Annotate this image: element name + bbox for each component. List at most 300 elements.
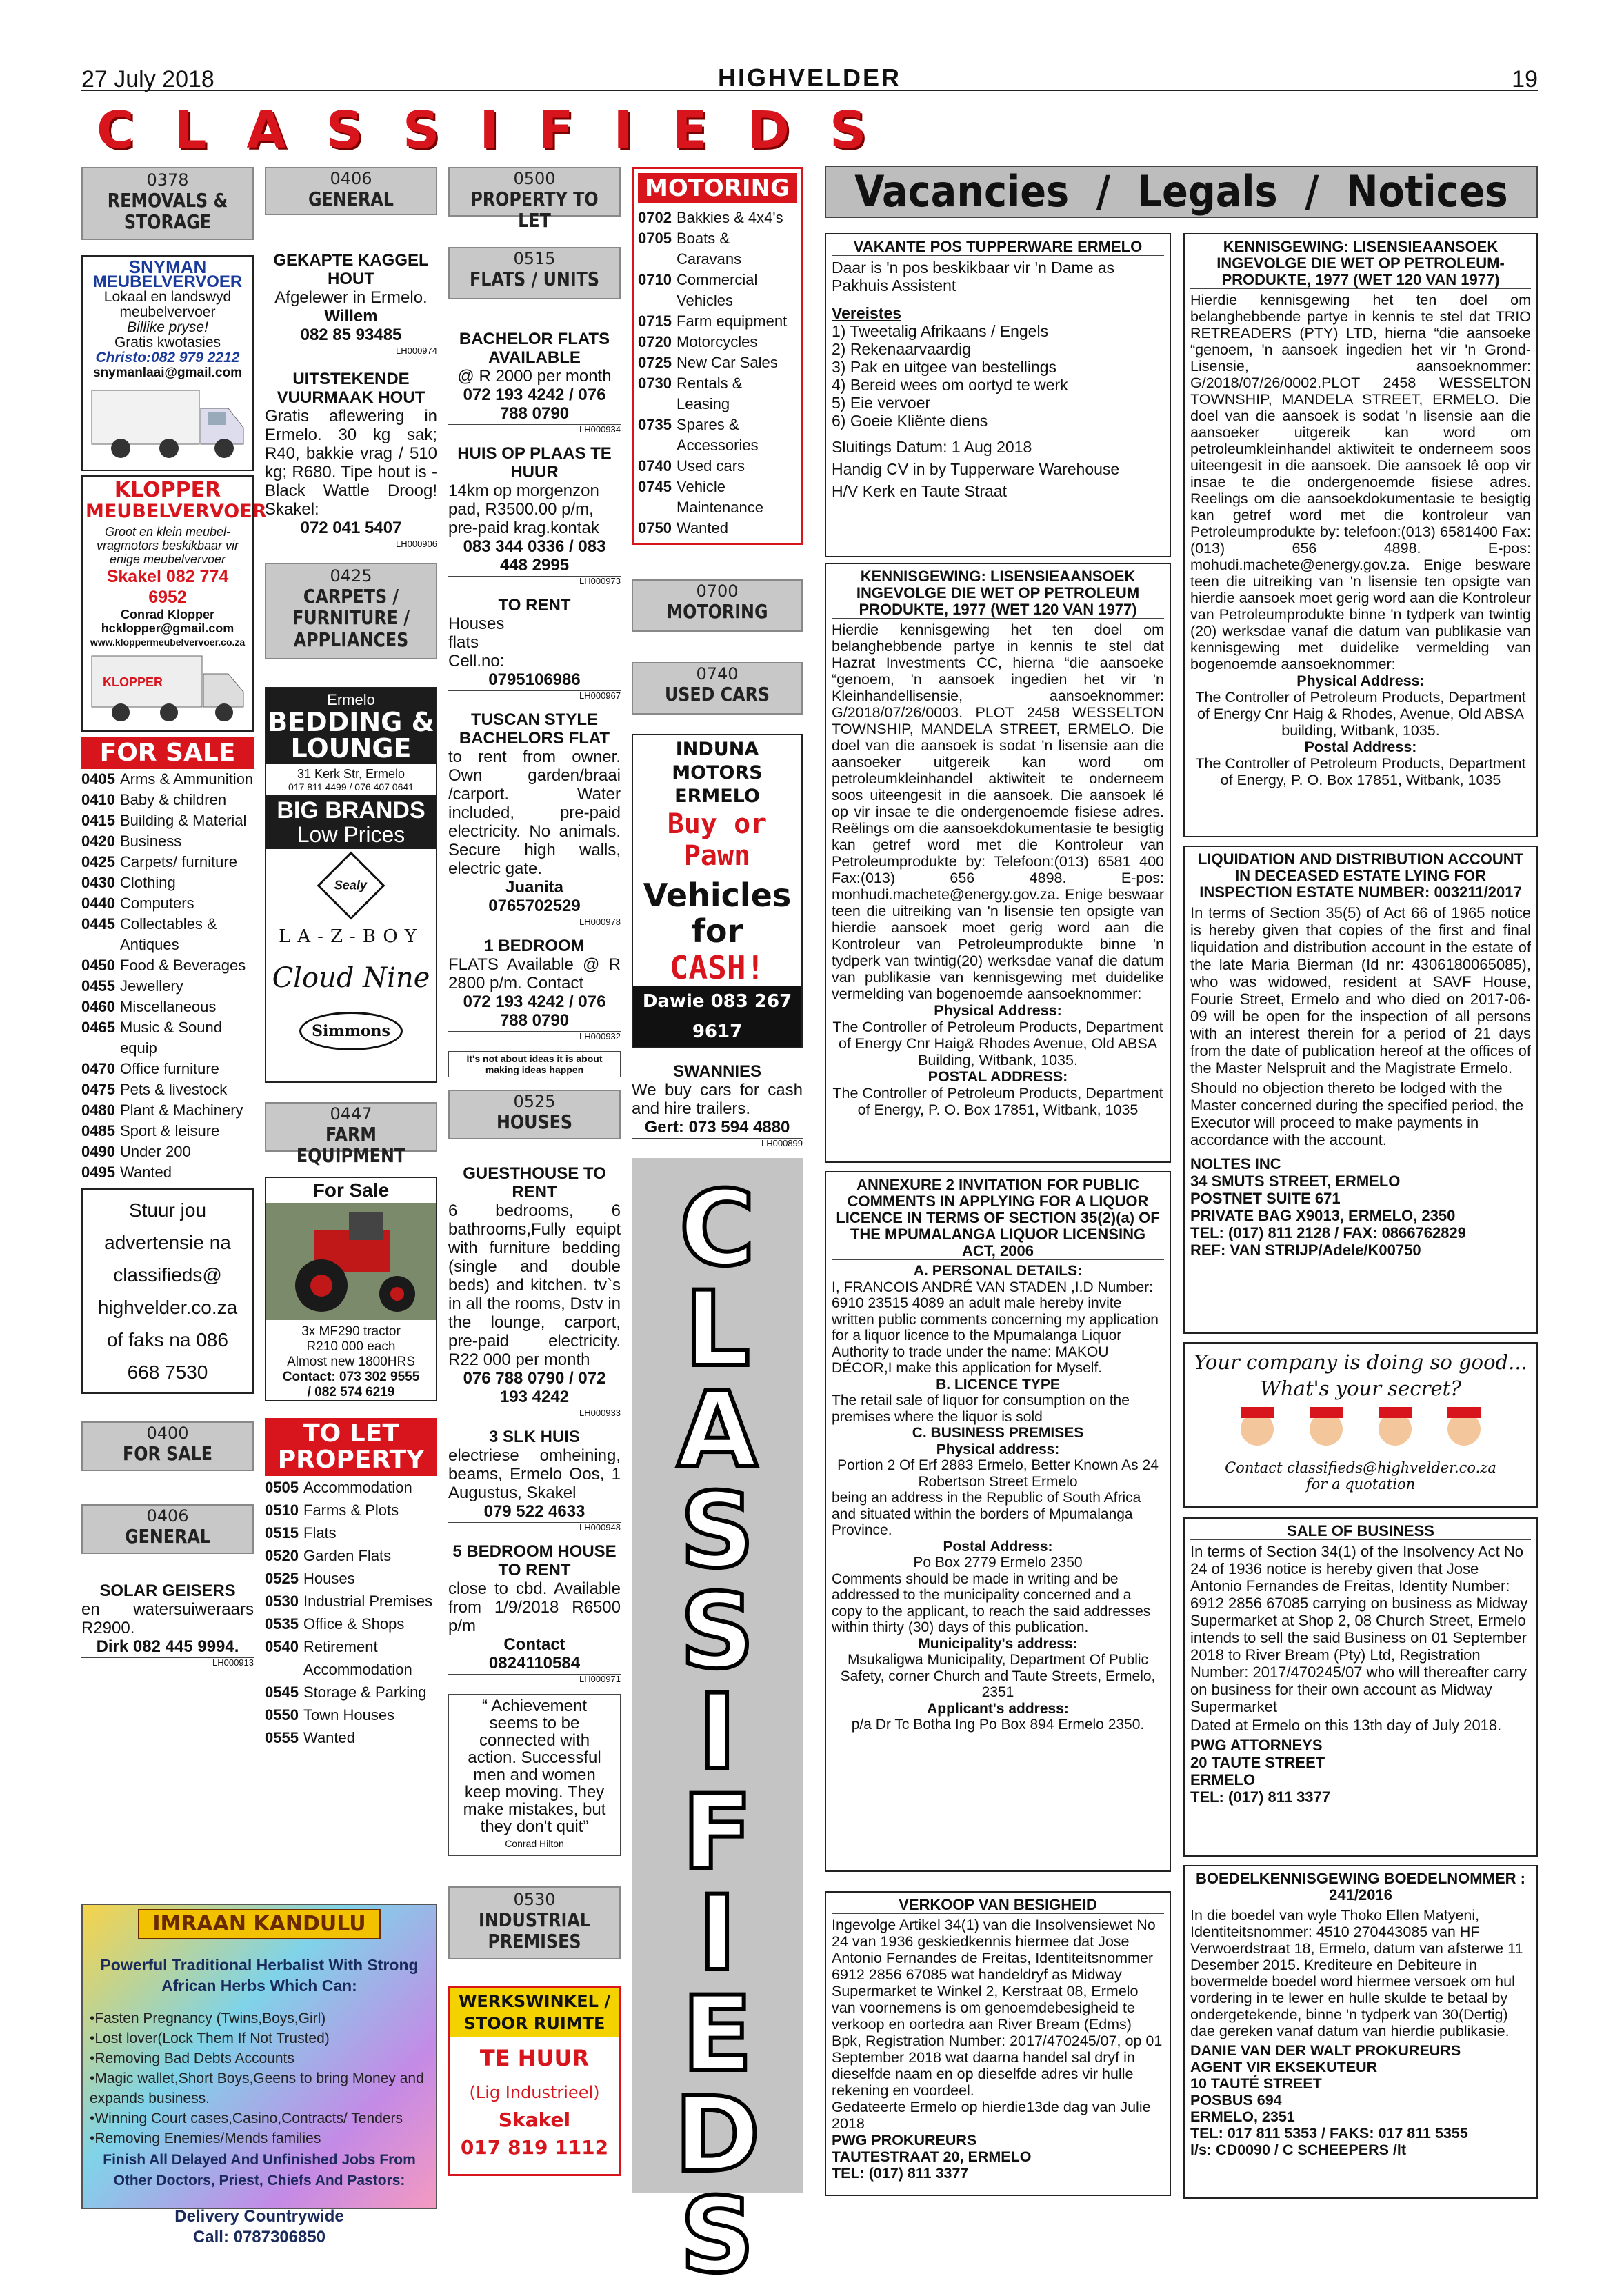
text-line: 3) Pak en uitgee van bestellings: [832, 358, 1057, 376]
category-code: 0475: [81, 1081, 115, 1098]
bachelor-flats-ad: [448, 330, 621, 435]
ad-ref: LH000934: [448, 424, 621, 435]
notice-subheading: Vereistes: [832, 304, 902, 322]
notice-subheading: Postal Address:: [1304, 739, 1417, 755]
category-label: Commercial Vehicles: [677, 271, 758, 309]
ad-line: Skakel: [498, 2108, 571, 2131]
category-label: Collectables & Antiques: [120, 915, 217, 953]
category-code: 0710: [638, 271, 672, 288]
category-label: Town Houses: [303, 1706, 395, 1724]
truck-icon: [86, 649, 249, 725]
category-item: [265, 1635, 437, 1681]
for-sale-categories: [81, 769, 254, 1183]
ad-town: Ermelo: [327, 691, 375, 708]
banner-letter: C: [97, 101, 136, 160]
section-number: 0500: [513, 169, 556, 188]
category-item: [638, 332, 797, 352]
category-label: Clothing: [120, 874, 176, 891]
notice-body: Hierdie kennisgewing het ten doel om belanghebbende partye in kennis te stel dat TRIO RETREADERS (PTY) LTD, hierna “die aansoeke “genoem, 'n aansoek ingedien het vir 'n Grond-Lisensie, aansoeknommer: G/2018/07/26/0002.PLOT 2458 WESSELTON TOWNSHIP, MANDELA STREET, ERMELO. Die doel van die aansoek is sodat 'n lisensie aan die aansoeker uitgereik kan word om petroleumkleinhandel aktiwiteit te onderneem soos uiteengesit in die aansoek. Die aansoek lê oop vir insae te die ondergenoemde fisiese adres. Reelings om die aansoekdokumentasie te besigtig kan getref word met die kontroleur van Petroleumprodukte by: telefoon:(013) 6581400 Fax: (013) 656 4898. E-pos: mohudi.machete@energy.gov.za. Enige besware teen die uitreiking van 'n lisensie ten opsigte van hierdie aansoek moet gerig word aan die Kontroleur van Petroleumprodukte binne 'n tydperk van twintig (20) werksdae vanaf die datum van publikasie van kennisgewing met duidelike vermelding van bogenoemde aansoeknommer:: [1190, 292, 1531, 672]
category-label: Boats & Caravans: [677, 230, 742, 268]
section-0500: [448, 167, 621, 232]
notice-subheading: B. LICENCE TYPE: [936, 1376, 1060, 1392]
ad-title: HUIS OP PLAAS TE HUUR: [457, 444, 612, 481]
ad-subtitle: MEUBELVERVOER: [92, 272, 243, 291]
category-label: Office furniture: [120, 1060, 219, 1077]
category-code: 0470: [81, 1060, 115, 1077]
category-item: [265, 1681, 437, 1704]
category-code: 0745: [638, 478, 672, 495]
ad-body: electriese omheining, beams, Ermelo Oos, 1 Augustus, Skakel: [448, 1446, 621, 1502]
category-item: [265, 1590, 437, 1613]
vertical-letter: C: [679, 1169, 756, 1289]
sealy-logo: Sealy: [317, 852, 385, 920]
kaggel-ad: [265, 251, 437, 356]
notice-address: The Controller of Petroleum Products, Department of Energy, P. O. Box 17851, Witbank, 1035: [1195, 755, 1526, 788]
motoring-box: [632, 167, 803, 545]
ad-title: KLOPPER: [114, 478, 221, 502]
swannies-ad: [632, 1062, 803, 1148]
category-label: Computers: [120, 895, 194, 912]
ad-line: R210 000 each: [306, 1339, 396, 1354]
category-item: [638, 373, 797, 415]
section-label: REMOVALS & STORAGE: [107, 188, 228, 234]
company-promo: [1183, 1342, 1538, 1508]
ad-title: GUESTHOUSE TO RENT: [463, 1164, 606, 1201]
lazboy-logo: LA-Z-BOY: [279, 926, 423, 947]
ad-title: INDUNA MOTORS ERMELO: [672, 739, 763, 807]
ad-line: (Lig Industrieel): [469, 2083, 600, 2102]
notice-subheading: Postal Address:: [943, 1538, 1053, 1555]
simmons-logo: Simmons: [299, 1012, 403, 1050]
category-label: Rentals & Leasing: [677, 375, 743, 412]
category-code: 0735: [638, 416, 672, 433]
ad-line: Almost new 1800HRS: [287, 1355, 415, 1369]
ad-line: Contact: [503, 1635, 565, 1654]
banner-letter: I: [479, 101, 500, 160]
category-code: 0555: [265, 1729, 299, 1746]
category-item: [81, 914, 254, 955]
notice-date: Gedateerte Ermelo op hierdie13de dag van Julie 2018: [832, 2099, 1151, 2132]
category-item: [81, 831, 254, 852]
ad-title: 3 SLK HUIS: [488, 1428, 581, 1446]
text-line: •Removing Enemies/Mends families: [90, 2130, 321, 2146]
category-label: Bakkies & 4x4's: [677, 209, 783, 226]
notice-address: Msukaligwa Municipality, Department Of Public Safety, corner Church and Taute Streets, Ermelo, 2351: [840, 1652, 1156, 1700]
ad-website: www.kloppermeubelvervoer.co.za: [90, 637, 246, 648]
quote-author: Conrad Hilton: [505, 1838, 564, 1849]
ad-line: enige meubelvervoer: [109, 552, 226, 566]
ad-phone: 083 344 0336 / 083 448 2995: [463, 537, 606, 575]
category-code: 0740: [638, 457, 672, 475]
quote-text: “ Achievement seems to be connected with action. Successful men and women keep moving. They make mistakes, but they don't quit”: [463, 1697, 606, 1836]
category-item: [265, 1726, 437, 1749]
induna-motors-ad: [632, 734, 803, 1048]
banner-letter: A: [246, 101, 288, 160]
vertical-letter: S: [679, 2176, 755, 2296]
section-label: GENERAL: [308, 187, 394, 210]
vertical-classifieds: [632, 1158, 803, 2296]
ad-phone: Christo:082 979 2212: [95, 350, 240, 366]
category-item: [81, 1121, 254, 1141]
tupperware-vacancy: [825, 233, 1171, 557]
submit-ad-notice: Stuur jou advertensie na classifieds@ highvelder.co.za of faks na 086 668 7530: [81, 1188, 254, 1394]
notice-line: H/V Kerk en Taute Straat: [832, 482, 1007, 500]
svg-text:KLOPPER: KLOPPER: [103, 675, 163, 689]
section-number: 0425: [330, 566, 372, 586]
notice-body: Hierdie kennisgewing het ten doel om belanghebbende partye in kennis te stel dat Hazrat Investments CC, hierna “die aansoeke “genoem, 'n aansoek ingedien het vir 'n Kleinhandellisensie, aansoeknommer: G/2018/07/26/0003. PLOT 2458 WESSELTON TOWNSHIP, MANDELA STREET, ERMELO. Die doel van die aansoek is sodat 'n lisensie aan die aansoeker uitgereik kan word om petroleumkleinhandel aktiwiteit te onderneem soos uiteengesit in die aansoek. Die aansoek lé op vir insae te die ondergenoemde fisiese adres. Reëlings om die aansoekdokumentasie te besigtig kan getref word met die Kontroleur van Petroleumprodukte by: Telefoon:(013) 6581 400 Fax:(013) 656 4898. E-pos: monhudi.machete@energy.gov.za. Enige beswaar teen die uitreiking van 'n lisensie ten opsigte van hierdie aansoek moet gerig word aan die Kontroleur van Petroleumprodukte binne 'n tydperk van twintig(20) werksdae vanaf die datum van publikasie van kennisgewing met duidelike vermelding van bogenoemde aansoeknommer:: [832, 621, 1164, 1002]
ad-headline: TE HUUR: [479, 2045, 590, 2071]
category-label: Farm equipment: [677, 312, 788, 330]
ad-body: FLATS Available @ R 2800 p/m. Contact: [448, 955, 621, 992]
category-code: 0505: [265, 1479, 299, 1496]
section-0515: [448, 247, 621, 299]
category-label: Storage & Parking: [303, 1684, 427, 1701]
text-line: PRIVATE BAG X9013, ERMELO, 2350: [1190, 1207, 1456, 1224]
category-code: 0425: [81, 853, 115, 870]
ad-headline: Pawn: [683, 840, 751, 872]
five-bedroom-ad: [448, 1542, 621, 1684]
ad-body: Houses flats Cell.no:: [448, 615, 505, 670]
category-label: Vehicle Maintenance: [677, 478, 763, 516]
ad-headline: Buy or: [667, 808, 768, 840]
ad-phone: 017 819 1112: [460, 2136, 609, 2159]
huis-op-plaas-ad: [448, 444, 621, 586]
vertical-letter: D: [674, 2075, 761, 2195]
ad-phone: 082 85 93485: [300, 326, 402, 344]
ad-line: Gratis kwotasies: [114, 335, 221, 350]
sale-of-business-notice: [1183, 1517, 1538, 1857]
ad-name: Juanita: [505, 878, 564, 897]
category-code: 0455: [81, 977, 115, 995]
promo-contact: Contact classifieds@highvelder.co.za: [1225, 1459, 1496, 1476]
notice-body: Should no objection thereto be lodged with the Master concerned during the specified period, the Executor will proceed to make payments in accordance with the account.: [1190, 1079, 1524, 1148]
banner-letter: F: [538, 101, 575, 160]
notice-subheading: POSTAL ADDRESS:: [928, 1068, 1068, 1085]
notice-subheading: Municipality's address:: [918, 1635, 1078, 1652]
text-line: NOLTES INC: [1190, 1155, 1281, 1172]
category-code: 0715: [638, 312, 672, 330]
section-number: 0400: [146, 1424, 189, 1443]
category-label: Wanted: [120, 1164, 172, 1181]
category-label: Houses: [303, 1570, 355, 1587]
imraan-kandulu-ad: [81, 1904, 437, 2246]
ad-line: meubelvervoer: [119, 304, 216, 320]
category-label: Industrial Premises: [303, 1593, 433, 1610]
text-line: •Removing Bad Debts Accounts: [90, 2050, 294, 2066]
notice-date: Dated at Ermelo on this 13th day of July 2018.: [1190, 1717, 1502, 1734]
category-code: 0730: [638, 375, 672, 392]
text-line: •Lost lover(Lock Them If Not Trusted): [90, 2030, 330, 2046]
category-item: [81, 893, 254, 914]
category-item: [638, 228, 797, 270]
category-label: Retirement Accommodation: [303, 1638, 412, 1678]
notice-footer: [1190, 1737, 1531, 1806]
category-item: [81, 769, 254, 790]
category-item: [81, 872, 254, 893]
notices-title: Vacancies / Legals / Notices: [825, 166, 1538, 218]
ad-line: vragmotors beskikbaar vir: [96, 539, 239, 552]
category-code: 0720: [638, 333, 672, 350]
section-label: HOUSES: [496, 1110, 573, 1133]
text-line: 20 TAUTE STREET: [1190, 1754, 1325, 1771]
promo-line: Your company is doing so good...: [1194, 1350, 1527, 1374]
text-line: 34 SMUTS STREET, ERMELO: [1190, 1172, 1401, 1190]
tuscan-flat-ad: [448, 710, 621, 927]
column-4: [632, 167, 803, 2296]
ad-phone: 0795106986: [488, 670, 581, 689]
category-item: [638, 352, 797, 373]
notice-subheading: Physical Address:: [1296, 672, 1425, 689]
ad-phone: 076 788 0790 / 072 193 4242: [463, 1369, 606, 1406]
ad-ref: LH000933: [448, 1408, 621, 1418]
category-item: [81, 852, 254, 872]
category-label: Motorcycles: [677, 333, 758, 350]
text-line: TEL: (017) 811 2128 / FAX: 0866762829: [1190, 1224, 1466, 1241]
category-code: 0725: [638, 354, 672, 371]
category-item: [81, 1141, 254, 1162]
snyman-ad: [81, 255, 254, 471]
category-code: 0420: [81, 832, 115, 850]
ad-body: 14km op morgenzon pad, R3500.00 p/m, pre-paid krag.kontak: [448, 481, 599, 537]
ad-title: TUSCAN STYLE BACHELORS FLAT: [459, 710, 610, 748]
text-line: 10 TAUTÉ STREET: [1190, 2075, 1322, 2092]
text-line: •Winning Court cases,Casino,Contracts/ Tenders: [90, 2110, 403, 2126]
category-label: Wanted: [303, 1729, 356, 1746]
ad-phone: 017 811 4499 / 076 407 0641: [288, 781, 414, 792]
category-item: [265, 1521, 437, 1544]
category-label: Under 200: [120, 1143, 191, 1160]
section-label: INDUSTRIAL PREMISES: [478, 1908, 591, 1953]
category-item: [265, 1476, 437, 1499]
category-item: [638, 270, 797, 311]
promo-line: What's your secret?: [1260, 1377, 1461, 1400]
motoring-header: MOTORING: [638, 173, 797, 203]
ad-phone: 072 193 4242 / 076 788 0790: [463, 386, 606, 423]
category-label: Building & Material: [120, 812, 247, 829]
ad-title: UITSTEKENDE VUURMAAK HOUT: [277, 370, 425, 407]
category-label: Wanted: [677, 519, 729, 537]
category-code: 0705: [638, 230, 672, 247]
category-code: 0510: [265, 1501, 299, 1519]
ad-line: Lokaal en landswyd: [103, 289, 232, 305]
trio-retreaders-notice: [1183, 233, 1538, 837]
ad-line: 3x MF290 tractor: [301, 1324, 401, 1339]
to-let-categories: [265, 1476, 437, 1749]
to-let-header: TO LET PROPERTY: [265, 1418, 437, 1476]
ad-headline: CASH!: [669, 949, 765, 986]
cloud-nine-logo: Cloud Nine: [272, 962, 430, 994]
liquor-licence-notice: [825, 1171, 1171, 1872]
category-item: [638, 415, 797, 456]
category-item: [638, 477, 797, 518]
notice-body: I, FRANCOIS ANDRÉ VAN STADEN ,I.D Number: 6910 23515 4089 an adult male hereby invite written public comments concerning my application for a liquor licence to the Mpumalanga Liquor Authority to trade under the name: MAKOU DÉCOR,I make this application for Myself.: [832, 1279, 1159, 1376]
motoring-categories: [638, 208, 797, 539]
section-label: FLATS / UNITS: [469, 267, 600, 290]
notice-footer: PWG PROKUREURS: [832, 2132, 977, 2148]
category-code: 0430: [81, 874, 115, 891]
notice-footer: TAUTESTRAAT 20, ERMELO: [832, 2148, 1032, 2165]
section-label: CARPETS / FURNITURE / APPLIANCES: [292, 584, 410, 651]
category-label: New Car Sales: [677, 354, 778, 371]
vertical-letter: F: [681, 1773, 753, 1893]
notice-line: Handig CV in by Tupperware Warehouse: [832, 460, 1120, 478]
notice-heading: SALE OF BUSINESS: [1190, 1523, 1531, 1540]
category-label: Baby & children: [120, 791, 227, 808]
vertical-letter: I: [698, 1874, 737, 1994]
vertical-letter: S: [679, 1471, 755, 1591]
section-label: GENERAL: [125, 1524, 210, 1548]
ad-title: BEDDING & LOUNGE: [268, 707, 434, 763]
closing-date: Sluitings Datum: 1 Aug 2018: [832, 438, 1032, 456]
category-code: 0410: [81, 791, 115, 808]
section-number: 0447: [330, 1104, 372, 1124]
text-line: 1) Tweetalig Afrikaans / Engels: [832, 322, 1049, 340]
category-label: Pets & livestock: [120, 1081, 228, 1098]
notice-body: In terms of Section 34(1) of the Insolvency Act No 24 of 1936 notice is hereby given that Jose Antonio Fernandes de Freitas, Identity Number: 6912 2856 67085 carrying on business as Midway Supermarket at Shop 2, 08 Church Street, Ermelo intends to sell the said Business on 01 September 2018 to River Bream (Pty) Ltd, Registration Number: 2017/470245/07 who will thereafter carry on business for their own account as Midway Supermarket: [1190, 1543, 1528, 1715]
ad-ref: LH000913: [81, 1657, 254, 1668]
ad-title: 5 BEDROOM HOUSE TO RENT: [452, 1542, 617, 1579]
vertical-letter: A: [677, 1370, 758, 1490]
werkswinkel-ad: [448, 1986, 621, 2176]
ad-headline: Vehicles: [643, 877, 792, 914]
vertical-letter: S: [679, 1572, 755, 1692]
text-line: TEL: 017 811 5353 / FAKS: 017 811 5355: [1190, 2125, 1468, 2142]
ad-title: SOLAR GEISERS: [99, 1581, 236, 1600]
boedel-notice: [1183, 1865, 1538, 2199]
ad-body: Gratis aflewering in Ermelo. 30 kg sak; R40, bakkie vrag / 510 kg; R680. Tipe hout is - Black Wattle Droog! Skakel:: [265, 407, 437, 519]
text-line: •Fasten Pregnancy (Twins,Boys,Girl): [90, 2010, 326, 2026]
ad-ref: LH000971: [448, 1674, 621, 1684]
ad-name: Willem: [324, 307, 378, 326]
category-label: Jewellery: [120, 977, 183, 995]
ad-ref: LH000974: [265, 346, 437, 356]
category-item: [81, 976, 254, 997]
tractor-icon: [266, 1203, 436, 1320]
category-label: Miscellaneous: [120, 998, 217, 1015]
category-code: 0440: [81, 895, 115, 912]
category-label: Used cars: [677, 457, 745, 475]
notice-heading: KENNISGEWING: LISENSIEAANSOEK INGEVOLGE DIE WET OP PETROLEUM-PRODUKTE, 1977 (WET 120 VAN 1977): [1190, 239, 1531, 289]
text-line: REF: VAN STRIJP/Adele/K00750: [1190, 1241, 1421, 1259]
ad-phone: Skakel 082 774 6952: [106, 567, 229, 607]
text-line: 4) Bereid wees om oortyd te werk: [832, 376, 1068, 394]
notice-body: being an address in the Republic of South Africa and situated within the borders of Mpumalanga Province.: [832, 1490, 1141, 1538]
ad-line: Delivery Countrywide: [174, 2207, 344, 2226]
klopper-ad: [81, 475, 267, 732]
notice-heading: VERKOOP VAN BESIGHEID: [832, 1897, 1164, 1914]
category-item: [81, 955, 254, 976]
ad-title: SWANNIES: [672, 1062, 761, 1081]
ad-ref: LH000932: [448, 1031, 621, 1041]
liquidation-account-notice: [1183, 846, 1538, 1334]
slk-huis-ad: [448, 1428, 621, 1533]
notice-address: The Controller of Petroleum Products, Department of Energy Cnr Haig & Rhodes, Avenue, Old ABSA building, Witbank, 1035.: [1195, 689, 1526, 739]
text-line: l/s: CD0090 / C SCHEEPERS /lt: [1190, 2142, 1407, 2158]
ad-title: BACHELOR FLATS AVAILABLE: [459, 330, 610, 367]
category-code: 0490: [81, 1143, 115, 1160]
section-number: 0740: [696, 664, 739, 683]
category-code: 0450: [81, 957, 115, 974]
category-code: 0530: [265, 1593, 299, 1610]
text-line: 6) Goeie Kliënte diens: [832, 412, 988, 430]
category-code: 0415: [81, 812, 115, 829]
section-0530: [448, 1886, 621, 1959]
category-item: [81, 1100, 254, 1121]
ad-phone: Call: 0787306850: [192, 2228, 326, 2246]
notice-subheading: Applicant's address:: [927, 1700, 1069, 1717]
category-item: [81, 1017, 254, 1059]
category-item: [81, 1059, 254, 1079]
category-label: Spares & Accessories: [677, 416, 759, 454]
banner-letter: S: [830, 101, 868, 160]
notice-heading: KENNISGEWING: LISENSIEAANSOEK INGEVOLGE DIE WET OP PETROLEUM PRODUKTE, 1977 (WET 120 VAN 1977): [832, 568, 1164, 619]
notice-footer: TEL: (017) 811 3377: [832, 2165, 969, 2182]
hazrat-licence-notice: [825, 563, 1171, 1163]
text-line: 5) Eie vervoer: [832, 394, 931, 412]
ad-line: Groot en klein meubel-: [104, 525, 231, 539]
ad-subtitle: MEUBELVERVOER: [86, 501, 267, 522]
ad-ref: LH000967: [448, 690, 621, 701]
category-item: [81, 790, 254, 810]
text-line: TEL: (017) 811 3377: [1190, 1788, 1331, 1806]
ad-ref: LH000899: [632, 1138, 803, 1148]
ad-headline: BIG BRANDS: [277, 797, 425, 823]
section-number: 0406: [330, 169, 372, 188]
notice-body: In die boedel van wyle Thoko Ellen Matyeni, Identiteitsnommer: 4510 270443085 van HF Verwoerdstraat 18, Ermelo, datum van afsterwe 11 Desember 2015. Krediteure en Debiteure in bovermelde boedel word hiermee versoek om hul vordering in te lewer en hulle skulde te betaal by ondergetekende, binne 'n tydperk van 30(Dertig) dae gereken vanaf datum van hierdie publikasie.: [1190, 1907, 1523, 2039]
ad-body: 6 bedrooms, 6 bathrooms,Fully equipt with furniture bedding (single and double beds) and kitchen. tv`s in all the rooms, Dstv in the lounge, carport, pre-paid electricity. R22 000 per month: [448, 1201, 621, 1369]
tractor-ad: [265, 1177, 437, 1401]
category-item: [638, 208, 797, 228]
ad-title: WERKSWINKEL / STOOR RUIMTE: [450, 1988, 619, 2037]
ad-phone: 0765702529: [488, 897, 581, 915]
category-code: 0445: [81, 915, 115, 932]
category-item: [81, 1162, 254, 1183]
ideas-filler: It's not about ideas it is about making ideas happen: [448, 1051, 621, 1077]
ad-title: IMRAAN KANDULU: [138, 1909, 381, 1939]
category-item: [81, 1079, 254, 1100]
ad-address: 31 Kerk Str, Ermelo: [297, 767, 405, 781]
category-item: [638, 456, 797, 477]
section-0378: [81, 167, 254, 240]
ad-title: TO RENT: [498, 596, 571, 615]
vertical-classifieds-text: [632, 1169, 803, 2296]
vertical-letter: E: [681, 1975, 753, 2095]
section-number: 0525: [513, 1092, 556, 1111]
banner-letter: E: [672, 101, 709, 160]
text-line: DANIE VAN DER WALT PROKUREURS: [1190, 2042, 1461, 2059]
text-line: •Magic wallet,Short Boys,Geens to bring Money and expands business.: [90, 2070, 424, 2106]
category-item: [638, 518, 797, 539]
text-line: POSBUS 694: [1190, 2092, 1282, 2108]
page-number: 19: [1512, 66, 1538, 92]
ad-phone: 0824110584: [488, 1654, 581, 1673]
notice-heading: LIQUIDATION AND DISTRIBUTION ACCOUNT IN DECEASED ESTATE LYING FOR INSPECTION ESTATE NUMBER: 003211/2017: [1190, 851, 1531, 901]
notice-body: The retail sale of liquor for consumption on the premises where the liquor is sold: [832, 1392, 1130, 1425]
column-3: [448, 167, 621, 2176]
category-label: Sport & leisure: [120, 1122, 220, 1139]
notice-subheading: Physical Address:: [934, 1002, 1062, 1019]
ad-ref: LH000906: [265, 539, 437, 549]
notice-address: p/a Dr Tc Botha Ing Po Box 894 Ermelo 2350.: [851, 1717, 1145, 1733]
ad-email: hcklopper@gmail.com: [101, 621, 234, 635]
ad-line: Conrad Klopper: [120, 608, 214, 621]
ad-title: 1 BEDROOM: [484, 937, 585, 955]
section-label: FARM EQUIPMENT: [296, 1122, 406, 1168]
section-0447: [265, 1102, 437, 1168]
ad-headline: Low Prices: [297, 822, 405, 847]
section-label: USED CARS: [664, 682, 770, 706]
banner-letter: L: [174, 101, 208, 160]
